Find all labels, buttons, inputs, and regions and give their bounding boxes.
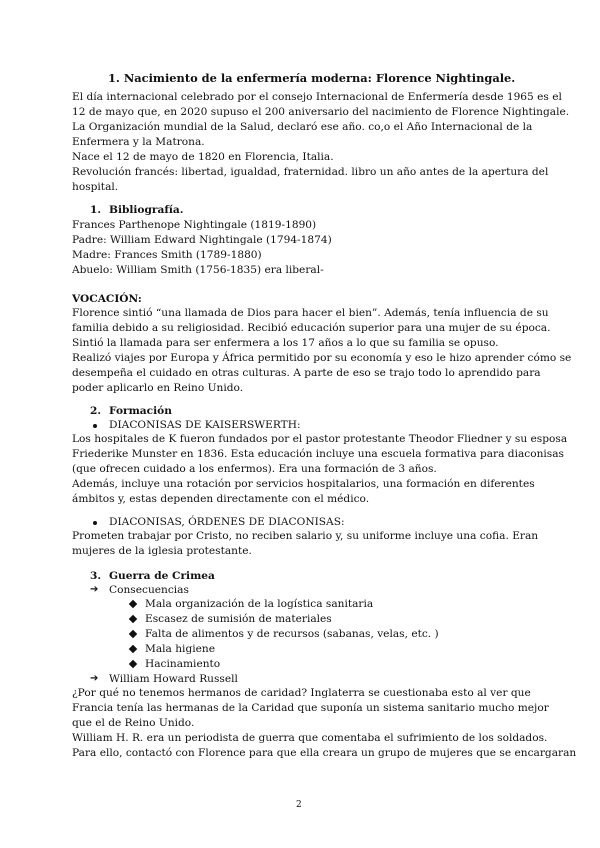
biografia-line: Padre: William Edward Nightingale (1794-1874) [72, 234, 332, 246]
formacion-line: Prometen trabajar por Cristo, no reciben salario y, su uniforme incluye una cofia. Eran [72, 530, 539, 542]
biografia-line: Frances Parthenope Nightingale (1819-1890) [72, 219, 317, 231]
diamond-bullet-icon [129, 600, 137, 608]
intro-line: La Organización mundial de la Salud, declaró ese año. co,o el Año Internacional de la [72, 121, 533, 133]
vocacion-line: desempeña el cuidado en otras culturas. A parte de eso se trajo todo lo aprendido para [72, 367, 541, 379]
bullet-dot-icon [93, 521, 97, 525]
crimea-heading: Guerra de Crimea [109, 570, 215, 582]
crimea-sub-consecuencias: Consecuencias [109, 584, 189, 596]
arrow-right-icon: ➔ [90, 584, 99, 595]
formacion-line: Los hospitales de K fueron fundados por el pastor protestante Theodor Fliedner y su esposa [72, 433, 568, 445]
intro-line: Revolución francés: libertad, igualdad, fraternidad. libro un año antes de la apertura del [72, 166, 549, 178]
vocacion-line: Realizó viajes por Europa y África permitido por su economía y eso le hizo aprender cómo se [72, 352, 572, 364]
crimea-sub-russell: William Howard Russell [109, 673, 238, 685]
intro-line: 12 de mayo que, en 2020 supuso el 200 aniversario del nacimiento de Florence Nightingale. [72, 106, 570, 118]
formacion-line: Friederike Munster en 1836. Esta educación incluye una escuela formativa para diaconisas [72, 448, 564, 460]
formacion-line: (que ofrecen cuidado a los enfermos). Era una formación de 3 años. [72, 463, 437, 475]
diamond-bullet-icon [129, 660, 137, 668]
intro-line: El día internacional celebrado por el consejo Internacional de Enfermería desde 1965 es el [72, 91, 562, 103]
crimea-line: Francia tenía las hermanas de la Caridad que suponía un sistema sanitario mucho mejor [72, 702, 549, 714]
crimea-item: Mala higiene [145, 643, 215, 655]
vocacion-line: familia debido a su religiosidad. Recibió educación superior para una mujer de su época. [72, 322, 551, 334]
crimea-item: Falta de alimentos y de recursos (sabanas, velas, etc. ) [145, 628, 439, 640]
section-title: 1. Nacimiento de la enfermería moderna: Florence Nightingale. [108, 71, 516, 85]
diamond-bullet-icon [129, 630, 137, 638]
crimea-item: Hacinamiento [145, 658, 221, 670]
formacion-line: ámbitos y, estas dependen directamente con el médico. [72, 493, 370, 505]
intro-line: Enfermera y la Matrona. [72, 136, 205, 148]
formacion-line: mujeres de la iglesia protestante. [72, 545, 252, 557]
formacion-heading: Formación [109, 405, 172, 417]
vocacion-heading: VOCACIÓN: [72, 293, 142, 305]
diamond-bullet-icon [129, 645, 137, 653]
vocacion-line: Florence sintió “una llamada de Dios para hacer el bien”. Además, tenía influencia de su [72, 307, 549, 319]
crimea-line: ¿Por qué no tenemos hermanos de caridad? Inglaterra se cuestionaba esto al ver que [72, 687, 531, 699]
formacion-line: Además, incluye una rotación por servicios hospitalarios, una formación en diferentes [72, 478, 535, 490]
biografia-line: Madre: Frances Smith (1789-1880) [72, 249, 262, 261]
arrow-right-icon: ➔ [90, 673, 99, 684]
formacion-heading-number: 2. [90, 405, 102, 417]
bullet-dot-icon [93, 424, 97, 428]
crimea-item: Escasez de sumisión de materiales [145, 613, 332, 625]
vocacion-line: poder aplicarlo en Reino Unido. [72, 382, 244, 394]
biografia-line: Abuelo: William Smith (1756-1835) era liberal- [72, 264, 324, 276]
biografia-heading: Bibliografía. [109, 204, 184, 216]
page-number: 2 [296, 800, 302, 810]
crimea-item: Mala organización de la logística sanitaria [145, 598, 374, 610]
crimea-line: William H. R. era un periodista de guerra que comentaba el sufrimiento de los soldados. [72, 732, 548, 744]
vocacion-line: Sintió la llamada para ser enfermera a los 17 años a lo que su familia se opuso. [72, 337, 499, 349]
crimea-line: Para ello, contactó con Florence para que ella creara un grupo de mujeres que se encargaran [72, 747, 577, 759]
bullet-ordenes: DIACONISAS, ÓRDENES DE DIACONISAS: [109, 516, 345, 528]
intro-line: hospital. [72, 181, 119, 193]
diamond-bullet-icon [129, 615, 137, 623]
intro-line: Nace el 12 de mayo de 1820 en Florencia, Italia. [72, 151, 334, 163]
crimea-line: que el de Reino Unido. [72, 717, 195, 729]
biografia-heading-number: 1. [90, 204, 102, 216]
bullet-kaiserswerth: DIACONISAS DE KAISERSWERTH: [109, 419, 301, 431]
crimea-heading-number: 3. [90, 570, 102, 582]
